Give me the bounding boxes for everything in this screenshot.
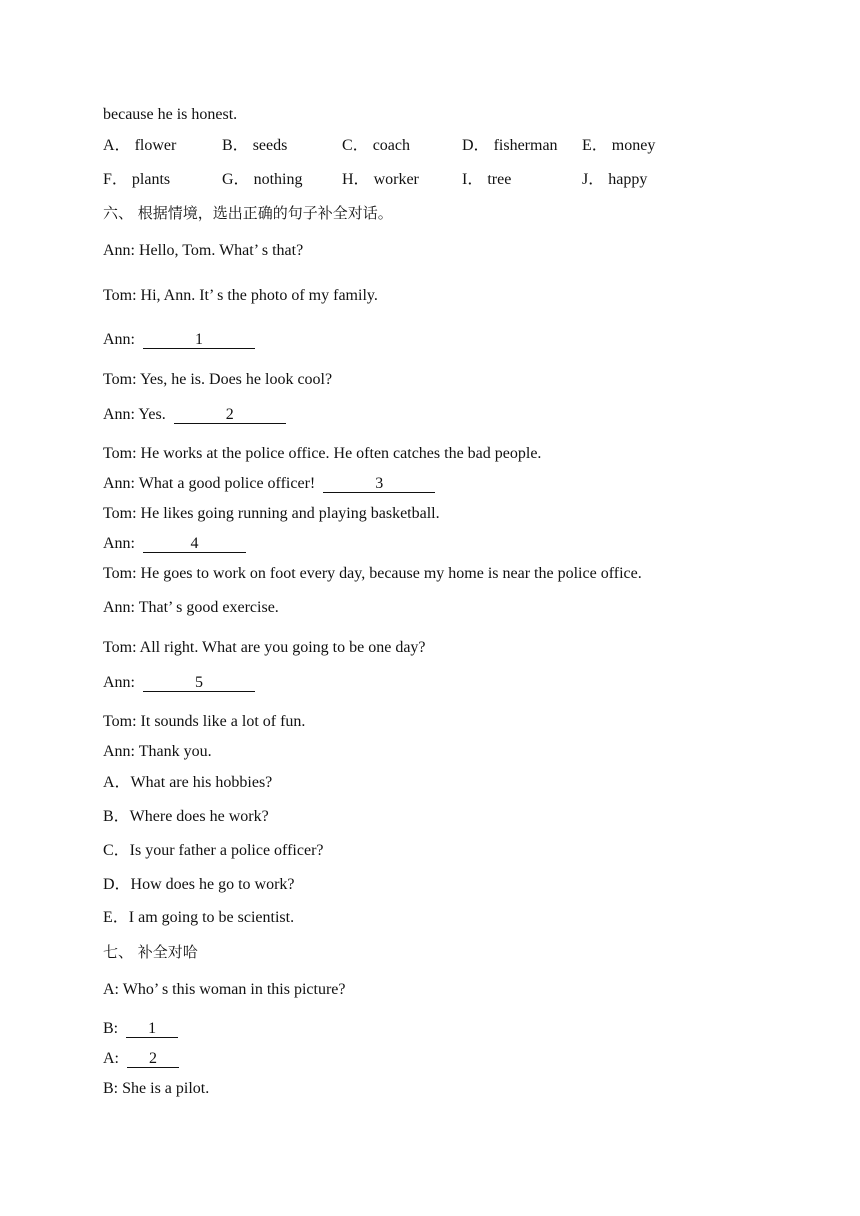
option-word: tree bbox=[487, 171, 512, 188]
word-option bbox=[222, 170, 302, 190]
dialogue-line-with-blank bbox=[103, 1049, 179, 1069]
dialogue-line: Tom: Yes, he is. Does he look cool? bbox=[103, 371, 333, 388]
speaker-prefix: A: bbox=[103, 1050, 119, 1067]
word-option bbox=[582, 170, 647, 190]
section-6-heading: 六、 根据情境，选出正确的句子补全对话。 bbox=[103, 204, 393, 222]
option-word: seeds bbox=[252, 137, 288, 154]
answer-blank[interactable]: 2 bbox=[127, 1050, 179, 1068]
speaker-prefix: Ann: bbox=[103, 674, 135, 691]
option-word: happy bbox=[608, 171, 648, 188]
option-letter: D． bbox=[462, 137, 490, 154]
option-letter: A． bbox=[103, 137, 131, 154]
dialogue-line: Ann: That’ s good exercise. bbox=[103, 599, 279, 616]
option-letter: J． bbox=[582, 171, 605, 188]
dialogue-line: Tom: He works at the police office. He often catches the bad people. bbox=[103, 445, 542, 462]
dialogue-line-with-blank bbox=[103, 330, 255, 350]
speaker-prefix: Ann: Yes. bbox=[103, 406, 166, 423]
word-option bbox=[582, 136, 655, 156]
option-letter: H． bbox=[342, 171, 370, 188]
answer-blank[interactable]: 3 bbox=[323, 475, 435, 493]
sentence-option: D．How does he go to work? bbox=[103, 876, 295, 893]
dialogue-line: Tom: He goes to work on foot every day, because my home is near the police office. bbox=[103, 565, 642, 582]
answer-blank[interactable]: 5 bbox=[143, 674, 255, 692]
word-option bbox=[342, 170, 419, 190]
option-letter: F． bbox=[103, 171, 128, 188]
option-letter: B． bbox=[222, 137, 249, 154]
dialogue-line-with-blank bbox=[103, 1019, 178, 1039]
option-letter: C． bbox=[342, 137, 369, 154]
answer-blank[interactable]: 1 bbox=[143, 331, 255, 349]
dialogue-line-with-blank bbox=[103, 474, 435, 494]
dialogue-line-with-blank bbox=[103, 673, 255, 693]
option-word: fisherman bbox=[493, 137, 558, 154]
option-word: plants bbox=[131, 171, 171, 188]
option-letter: I． bbox=[462, 171, 484, 188]
answer-blank[interactable]: 4 bbox=[143, 535, 246, 553]
dialogue-line: Tom: Hi, Ann. It’ s the photo of my family. bbox=[103, 287, 378, 304]
word-option bbox=[103, 170, 170, 190]
answer-blank[interactable]: 1 bbox=[126, 1020, 178, 1038]
dialogue-line: Tom: It sounds like a lot of fun. bbox=[103, 713, 306, 730]
dialogue-line: A: Who’ s this woman in this picture? bbox=[103, 981, 346, 998]
dialogue-line: Tom: He likes going running and playing basketball. bbox=[103, 505, 440, 522]
speaker-prefix: B: bbox=[103, 1020, 119, 1037]
word-option bbox=[222, 136, 287, 156]
word-option bbox=[462, 136, 558, 156]
option-letter: E． bbox=[582, 137, 608, 154]
answer-blank[interactable]: 2 bbox=[174, 406, 286, 424]
sentence-option: E．I am going to be scientist. bbox=[103, 909, 295, 926]
option-letter: G． bbox=[222, 171, 250, 188]
dialogue-line-with-blank bbox=[103, 405, 286, 425]
speaker-prefix: Ann: What a good police officer! bbox=[103, 475, 316, 492]
dialogue-line-with-blank bbox=[103, 534, 246, 554]
sentence-option: C．Is your father a police officer? bbox=[103, 842, 324, 859]
dialogue-line: B: She is a pilot. bbox=[103, 1080, 210, 1097]
option-word: flower bbox=[134, 137, 177, 154]
word-option bbox=[462, 170, 511, 190]
intro-line: because he is honest. bbox=[103, 106, 238, 123]
section-7-heading: 七、 补全对哈 bbox=[103, 943, 198, 961]
option-word: worker bbox=[373, 171, 419, 188]
word-option bbox=[103, 136, 176, 156]
dialogue-line: Ann: Thank you. bbox=[103, 743, 212, 760]
sentence-option: B．Where does he work? bbox=[103, 808, 269, 825]
speaker-prefix: Ann: bbox=[103, 331, 135, 348]
word-option bbox=[342, 136, 410, 156]
option-word: coach bbox=[372, 137, 410, 154]
option-word: money bbox=[611, 137, 656, 154]
speaker-prefix: Ann: bbox=[103, 535, 135, 552]
dialogue-line: Ann: Hello, Tom. What’ s that? bbox=[103, 242, 304, 259]
sentence-option: A．What are his hobbies? bbox=[103, 774, 273, 791]
option-word: nothing bbox=[253, 171, 303, 188]
dialogue-line: Tom: All right. What are you going to be one day? bbox=[103, 639, 426, 656]
